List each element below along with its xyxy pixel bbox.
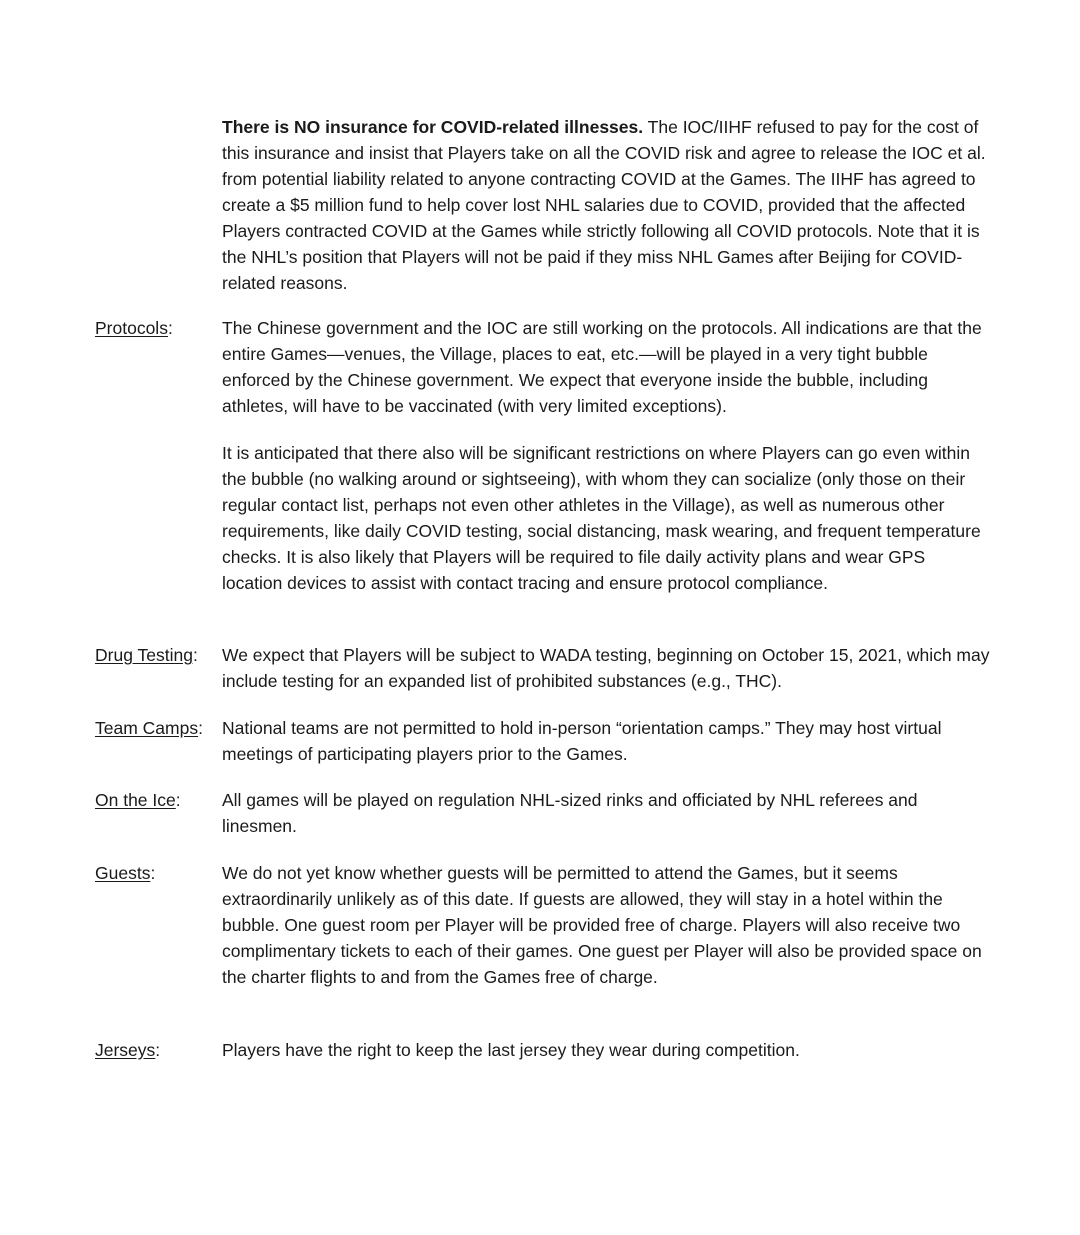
term-label: On the Ice: bbox=[95, 790, 181, 810]
term-jerseys: Jerseys bbox=[95, 1040, 156, 1060]
term-on-the-ice: On the Ice bbox=[95, 790, 176, 810]
term-drug-testing: Drug Testing bbox=[95, 645, 193, 665]
guests-paragraph: We do not yet know whether guests will be permitted to attend the Games, but it seems extraordinarily unlikely as of this date. If guests are allowed, they will stay in a hotel within the bubble. One guest room per Player will be provided free of charge. Players will also receive two complimentary tickets to each of their games. One guest per Player will also be provided space on the charter flights to and from the Games free of charge. bbox=[222, 863, 982, 987]
term-guests: Guests bbox=[95, 863, 151, 883]
insurance-bold-statement: There is NO insurance for COVID-related illnesses. bbox=[222, 117, 644, 137]
term-team-camps: Team Camps bbox=[95, 718, 199, 738]
drug-testing-paragraph: We expect that Players will be subject to WADA testing, beginning on October 15, 2021, which may include testing for an expanded list of prohibited substances (e.g., THC). bbox=[222, 645, 990, 691]
protocols-paragraph-2: It is anticipated that there also will be significant restrictions on where Players can go even within the bubble (no walking around or sightseeing), with whom they can socialize (only those on their regular contact list, perhaps not even other athletes in the Village), as well as numerous other requirements, like daily COVID testing, social distancing, mask wearing, and frequent temperature checks. It is also likely that Players will be required to file daily activity plans and wear GPS location devices to assist with contact tracing and ensure protocol compliance. bbox=[222, 443, 981, 593]
term-protocols: Protocols bbox=[95, 318, 168, 338]
term-label: Protocols: bbox=[95, 318, 173, 338]
term-label: Guests: bbox=[95, 863, 156, 883]
term-label: Drug Testing: bbox=[95, 645, 198, 665]
insurance-paragraph bbox=[222, 114, 990, 296]
protocols-paragraph-1: The Chinese government and the IOC are still working on the protocols. All indications are that the entire Games—venues, the Village, places to eat, etc.—will be played in a very tight bubble enforced by the Chinese government. We expect that everyone inside the bubble, including athletes, will have to be vaccinated (with very limited exceptions). bbox=[222, 318, 982, 416]
term-label: Jerseys: bbox=[95, 1040, 161, 1060]
term-label: Team Camps: bbox=[95, 718, 203, 738]
insurance-text: The IOC/IIHF refused to pay for the cost of this insurance and insist that Players take on all the COVID risk and agree to release the IOC et al. from potential liability related to anyone contracting COVID at the Games. The IIHF has agreed to create a $5 million fund to help cover lost NHL salaries due to COVID, provided that the affected Players contracted COVID at the Games while strictly following all COVID protocols. Note that it is the NHL’s position that Players will not be paid if they miss NHL Games after Beijing for COVID-related reasons. bbox=[222, 117, 986, 293]
team-camps-paragraph: National teams are not permitted to hold in-person “orientation camps.” They may host virtual meetings of participating players prior to the Games. bbox=[222, 718, 942, 764]
jerseys-paragraph: Players have the right to keep the last jersey they wear during competition. bbox=[222, 1040, 800, 1060]
on-the-ice-paragraph: All games will be played on regulation NHL-sized rinks and officiated by NHL referees and linesmen. bbox=[222, 790, 918, 836]
